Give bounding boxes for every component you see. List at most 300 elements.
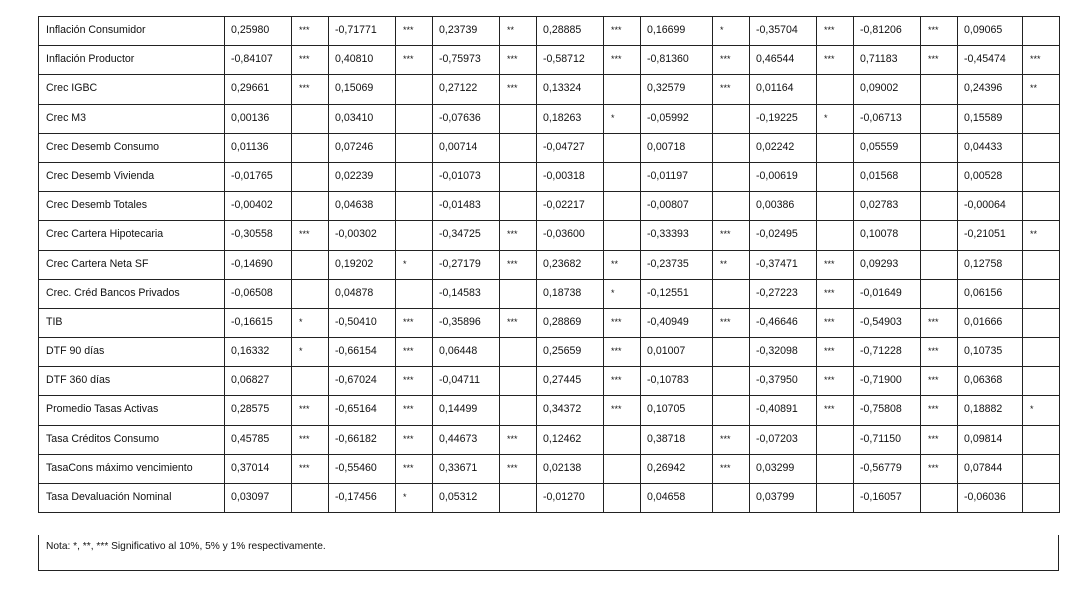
coefficient-cell: 0,09065 bbox=[958, 17, 1023, 46]
significance-cell bbox=[604, 133, 641, 162]
significance-cell: ** bbox=[500, 17, 537, 46]
coefficient-cell: 0,13324 bbox=[537, 75, 604, 104]
significance-cell: *** bbox=[817, 46, 854, 75]
significance-cell bbox=[1023, 17, 1060, 46]
significance-cell: ** bbox=[1023, 221, 1060, 250]
row-label: Crec Desemb Consumo bbox=[39, 133, 225, 162]
coefficient-cell: -0,71900 bbox=[854, 367, 921, 396]
coefficient-cell: 0,46544 bbox=[750, 46, 817, 75]
significance-cell: * bbox=[817, 104, 854, 133]
coefficient-cell: -0,14690 bbox=[225, 250, 292, 279]
significance-cell: *** bbox=[817, 250, 854, 279]
coefficient-cell: 0,27445 bbox=[537, 367, 604, 396]
coefficient-cell: 0,12462 bbox=[537, 425, 604, 454]
table-row bbox=[39, 75, 1060, 104]
coefficient-cell: 0,38718 bbox=[641, 425, 713, 454]
significance-cell bbox=[292, 162, 329, 191]
significance-cell: * bbox=[396, 250, 433, 279]
coefficient-cell: 0,10078 bbox=[854, 221, 921, 250]
significance-cell: *** bbox=[292, 17, 329, 46]
significance-cell bbox=[921, 279, 958, 308]
significance-cell: * bbox=[292, 308, 329, 337]
significance-cell bbox=[1023, 425, 1060, 454]
significance-cell bbox=[713, 338, 750, 367]
coefficient-cell: 0,18882 bbox=[958, 396, 1023, 425]
significance-cell bbox=[817, 192, 854, 221]
table-row bbox=[39, 104, 1060, 133]
significance-cell: ** bbox=[713, 250, 750, 279]
significance-cell bbox=[500, 484, 537, 513]
coefficient-cell: 0,00528 bbox=[958, 162, 1023, 191]
coefficient-cell: -0,33393 bbox=[641, 221, 713, 250]
table-row bbox=[39, 454, 1060, 483]
coefficient-cell: -0,35704 bbox=[750, 17, 817, 46]
coefficient-cell: 0,12758 bbox=[958, 250, 1023, 279]
significance-cell: *** bbox=[713, 75, 750, 104]
row-label: Inflación Consumidor bbox=[39, 17, 225, 46]
significance-cell: *** bbox=[713, 425, 750, 454]
table-row bbox=[39, 46, 1060, 75]
coefficient-cell: 0,27122 bbox=[433, 75, 500, 104]
table-row bbox=[39, 396, 1060, 425]
coefficient-cell: -0,71150 bbox=[854, 425, 921, 454]
coefficient-cell: -0,12551 bbox=[641, 279, 713, 308]
significance-cell bbox=[604, 162, 641, 191]
significance-cell: *** bbox=[713, 46, 750, 75]
coefficient-cell: -0,01197 bbox=[641, 162, 713, 191]
coefficient-cell: 0,04658 bbox=[641, 484, 713, 513]
coefficient-cell: 0,23682 bbox=[537, 250, 604, 279]
coefficient-cell: 0,03410 bbox=[329, 104, 396, 133]
significance-cell bbox=[921, 484, 958, 513]
coefficient-cell: 0,09293 bbox=[854, 250, 921, 279]
coefficient-cell: -0,75808 bbox=[854, 396, 921, 425]
coefficient-cell: -0,40949 bbox=[641, 308, 713, 337]
coefficient-cell: 0,25980 bbox=[225, 17, 292, 46]
coefficient-cell: -0,03600 bbox=[537, 221, 604, 250]
significance-cell bbox=[713, 367, 750, 396]
coefficient-cell: 0,16699 bbox=[641, 17, 713, 46]
significance-cell: *** bbox=[396, 338, 433, 367]
significance-cell bbox=[1023, 250, 1060, 279]
coefficient-cell: 0,00136 bbox=[225, 104, 292, 133]
coefficient-cell: 0,15069 bbox=[329, 75, 396, 104]
coefficient-cell: -0,71771 bbox=[329, 17, 396, 46]
significance-cell: *** bbox=[817, 308, 854, 337]
significance-cell bbox=[396, 162, 433, 191]
significance-cell: *** bbox=[292, 221, 329, 250]
significance-cell: *** bbox=[292, 454, 329, 483]
significance-cell: ** bbox=[1023, 75, 1060, 104]
coefficient-cell: -0,06036 bbox=[958, 484, 1023, 513]
coefficient-cell: 0,00714 bbox=[433, 133, 500, 162]
coefficient-cell: -0,06508 bbox=[225, 279, 292, 308]
row-label: DTF 90 días bbox=[39, 338, 225, 367]
significance-cell: *** bbox=[500, 250, 537, 279]
table-row bbox=[39, 17, 1060, 46]
significance-cell: *** bbox=[921, 46, 958, 75]
significance-cell bbox=[500, 396, 537, 425]
coefficient-cell: -0,58712 bbox=[537, 46, 604, 75]
significance-cell: *** bbox=[604, 396, 641, 425]
significance-cell: *** bbox=[817, 338, 854, 367]
coefficient-cell: 0,03799 bbox=[750, 484, 817, 513]
coefficient-cell: 0,05312 bbox=[433, 484, 500, 513]
significance-cell: *** bbox=[921, 425, 958, 454]
significance-cell: *** bbox=[817, 367, 854, 396]
significance-cell: *** bbox=[817, 279, 854, 308]
significance-cell: *** bbox=[500, 454, 537, 483]
coefficient-cell: -0,10783 bbox=[641, 367, 713, 396]
significance-cell bbox=[292, 104, 329, 133]
coefficient-cell: -0,66182 bbox=[329, 425, 396, 454]
coefficient-cell: -0,81360 bbox=[641, 46, 713, 75]
significance-cell: *** bbox=[396, 367, 433, 396]
significance-cell bbox=[604, 75, 641, 104]
coefficient-cell: -0,17456 bbox=[329, 484, 396, 513]
coefficient-cell: 0,02783 bbox=[854, 192, 921, 221]
significance-cell bbox=[1023, 338, 1060, 367]
coefficient-cell: 0,01568 bbox=[854, 162, 921, 191]
coefficient-cell: 0,23739 bbox=[433, 17, 500, 46]
significance-cell: *** bbox=[396, 17, 433, 46]
row-label: TasaCons máximo vencimiento bbox=[39, 454, 225, 483]
coefficient-cell: 0,06448 bbox=[433, 338, 500, 367]
coefficient-cell: 0,03299 bbox=[750, 454, 817, 483]
significance-cell: *** bbox=[292, 396, 329, 425]
significance-cell: *** bbox=[396, 46, 433, 75]
table-row bbox=[39, 192, 1060, 221]
coefficient-cell: 0,06156 bbox=[958, 279, 1023, 308]
coefficient-cell: 0,44673 bbox=[433, 425, 500, 454]
coefficient-cell: -0,75973 bbox=[433, 46, 500, 75]
coefficient-cell: 0,04433 bbox=[958, 133, 1023, 162]
coefficient-cell: -0,00807 bbox=[641, 192, 713, 221]
table-row bbox=[39, 221, 1060, 250]
coefficient-cell: -0,54903 bbox=[854, 308, 921, 337]
coefficient-cell: 0,28575 bbox=[225, 396, 292, 425]
significance-cell: * bbox=[604, 279, 641, 308]
coefficient-cell: -0,45474 bbox=[958, 46, 1023, 75]
coefficient-cell: 0,16332 bbox=[225, 338, 292, 367]
coefficient-cell: -0,65164 bbox=[329, 396, 396, 425]
coefficient-cell: -0,56779 bbox=[854, 454, 921, 483]
coefficient-cell: -0,01649 bbox=[854, 279, 921, 308]
significance-cell: *** bbox=[604, 17, 641, 46]
coefficient-cell: 0,07844 bbox=[958, 454, 1023, 483]
significance-cell bbox=[921, 250, 958, 279]
significance-cell bbox=[500, 192, 537, 221]
coefficient-cell: 0,18738 bbox=[537, 279, 604, 308]
significance-cell: *** bbox=[500, 425, 537, 454]
significance-cell bbox=[604, 425, 641, 454]
significance-cell bbox=[921, 221, 958, 250]
significance-cell bbox=[396, 192, 433, 221]
coefficient-cell: 0,09002 bbox=[854, 75, 921, 104]
coefficient-cell: 0,07246 bbox=[329, 133, 396, 162]
coefficient-cell: 0,04878 bbox=[329, 279, 396, 308]
significance-cell bbox=[713, 162, 750, 191]
significance-cell: *** bbox=[921, 338, 958, 367]
row-label: Promedio Tasas Activas bbox=[39, 396, 225, 425]
coefficient-cell: -0,27223 bbox=[750, 279, 817, 308]
significance-cell: *** bbox=[292, 46, 329, 75]
significance-cell bbox=[713, 396, 750, 425]
coefficient-cell: -0,32098 bbox=[750, 338, 817, 367]
coefficient-cell: 0,26942 bbox=[641, 454, 713, 483]
row-label: Tasa Devaluación Nominal bbox=[39, 484, 225, 513]
coefficient-cell: 0,15589 bbox=[958, 104, 1023, 133]
coefficient-cell: 0,00386 bbox=[750, 192, 817, 221]
coefficient-cell: -0,04727 bbox=[537, 133, 604, 162]
coefficient-cell: 0,05559 bbox=[854, 133, 921, 162]
coefficient-cell: -0,04711 bbox=[433, 367, 500, 396]
significance-cell: *** bbox=[713, 308, 750, 337]
coefficient-cell: -0,30558 bbox=[225, 221, 292, 250]
coefficient-cell: 0,00718 bbox=[641, 133, 713, 162]
significance-cell bbox=[817, 484, 854, 513]
row-label: Crec IGBC bbox=[39, 75, 225, 104]
coefficient-cell: -0,01270 bbox=[537, 484, 604, 513]
significance-cell bbox=[500, 338, 537, 367]
coefficient-cell: -0,07636 bbox=[433, 104, 500, 133]
coefficient-cell: -0,00302 bbox=[329, 221, 396, 250]
coefficient-cell: 0,01164 bbox=[750, 75, 817, 104]
coefficient-cell: -0,37950 bbox=[750, 367, 817, 396]
coefficient-cell: -0,23735 bbox=[641, 250, 713, 279]
significance-cell: *** bbox=[921, 308, 958, 337]
significance-cell bbox=[500, 367, 537, 396]
coefficient-cell: -0,14583 bbox=[433, 279, 500, 308]
significance-cell: *** bbox=[396, 425, 433, 454]
significance-cell: *** bbox=[604, 338, 641, 367]
significance-cell bbox=[500, 162, 537, 191]
coefficient-cell: -0,34725 bbox=[433, 221, 500, 250]
coefficient-cell: 0,32579 bbox=[641, 75, 713, 104]
table-row bbox=[39, 484, 1060, 513]
coefficient-cell: 0,18263 bbox=[537, 104, 604, 133]
significance-cell: *** bbox=[921, 17, 958, 46]
coefficient-cell: 0,01136 bbox=[225, 133, 292, 162]
coefficient-cell: 0,01007 bbox=[641, 338, 713, 367]
row-label: DTF 360 días bbox=[39, 367, 225, 396]
coefficient-cell: 0,09814 bbox=[958, 425, 1023, 454]
significance-cell bbox=[292, 279, 329, 308]
table-row bbox=[39, 250, 1060, 279]
significance-cell: *** bbox=[817, 17, 854, 46]
significance-cell bbox=[1023, 192, 1060, 221]
table-row bbox=[39, 308, 1060, 337]
significance-cell bbox=[396, 133, 433, 162]
row-label: Crec. Créd Bancos Privados bbox=[39, 279, 225, 308]
coefficient-cell: 0,06368 bbox=[958, 367, 1023, 396]
significance-cell bbox=[1023, 133, 1060, 162]
coefficient-cell: -0,01765 bbox=[225, 162, 292, 191]
significance-cell: * bbox=[396, 484, 433, 513]
significance-cell: *** bbox=[292, 425, 329, 454]
significance-cell bbox=[921, 162, 958, 191]
coefficient-cell: 0,04638 bbox=[329, 192, 396, 221]
coefficient-cell: 0,19202 bbox=[329, 250, 396, 279]
coefficient-cell: 0,34372 bbox=[537, 396, 604, 425]
significance-cell bbox=[396, 104, 433, 133]
significance-cell bbox=[817, 133, 854, 162]
significance-cell bbox=[292, 367, 329, 396]
significance-cell bbox=[292, 484, 329, 513]
row-label: Crec Cartera Hipotecaria bbox=[39, 221, 225, 250]
significance-cell: ** bbox=[604, 250, 641, 279]
table-row bbox=[39, 367, 1060, 396]
coefficient-cell: 0,03097 bbox=[225, 484, 292, 513]
significance-cell: *** bbox=[604, 367, 641, 396]
significance-cell bbox=[817, 75, 854, 104]
significance-cell: *** bbox=[500, 221, 537, 250]
coefficient-cell: -0,40891 bbox=[750, 396, 817, 425]
table-row bbox=[39, 162, 1060, 191]
row-label: Crec Desemb Totales bbox=[39, 192, 225, 221]
coefficient-cell: 0,02239 bbox=[329, 162, 396, 191]
table-row bbox=[39, 338, 1060, 367]
significance-cell: * bbox=[604, 104, 641, 133]
coefficient-cell: 0,45785 bbox=[225, 425, 292, 454]
coefficient-cell: -0,71228 bbox=[854, 338, 921, 367]
coefficient-cell: -0,84107 bbox=[225, 46, 292, 75]
significance-cell bbox=[1023, 162, 1060, 191]
significance-cell bbox=[1023, 367, 1060, 396]
coefficient-cell: -0,55460 bbox=[329, 454, 396, 483]
significance-cell: *** bbox=[921, 367, 958, 396]
coefficient-cell: -0,05992 bbox=[641, 104, 713, 133]
coefficient-cell: 0,06827 bbox=[225, 367, 292, 396]
significance-cell bbox=[1023, 104, 1060, 133]
significance-cell bbox=[1023, 308, 1060, 337]
coefficient-cell: -0,00402 bbox=[225, 192, 292, 221]
significance-cell bbox=[713, 133, 750, 162]
coefficient-cell: -0,02217 bbox=[537, 192, 604, 221]
significance-cell bbox=[604, 192, 641, 221]
significance-cell bbox=[292, 250, 329, 279]
coefficient-cell: -0,35896 bbox=[433, 308, 500, 337]
coefficient-cell: -0,67024 bbox=[329, 367, 396, 396]
significance-cell bbox=[921, 104, 958, 133]
coefficient-cell: -0,50410 bbox=[329, 308, 396, 337]
significance-cell bbox=[1023, 484, 1060, 513]
row-label: Inflación Productor bbox=[39, 46, 225, 75]
row-label: Crec Cartera Neta SF bbox=[39, 250, 225, 279]
coefficient-cell: -0,16615 bbox=[225, 308, 292, 337]
significance-cell: *** bbox=[396, 454, 433, 483]
significance-cell bbox=[604, 221, 641, 250]
coefficient-cell: -0,00064 bbox=[958, 192, 1023, 221]
significance-cell bbox=[604, 484, 641, 513]
significance-cell bbox=[713, 104, 750, 133]
coefficient-cell: -0,07203 bbox=[750, 425, 817, 454]
coefficient-cell: -0,46646 bbox=[750, 308, 817, 337]
coefficient-cell: 0,01666 bbox=[958, 308, 1023, 337]
coefficient-cell: -0,00318 bbox=[537, 162, 604, 191]
row-label: Crec Desemb Vivienda bbox=[39, 162, 225, 191]
significance-cell bbox=[817, 454, 854, 483]
table-row bbox=[39, 425, 1060, 454]
table-row bbox=[39, 133, 1060, 162]
significance-cell: *** bbox=[604, 308, 641, 337]
significance-cell: *** bbox=[817, 396, 854, 425]
significance-cell: *** bbox=[500, 75, 537, 104]
coefficient-cell: 0,02138 bbox=[537, 454, 604, 483]
coefficient-cell: 0,71183 bbox=[854, 46, 921, 75]
coefficient-cell: 0,28869 bbox=[537, 308, 604, 337]
significance-cell: *** bbox=[396, 396, 433, 425]
coefficient-cell: 0,02242 bbox=[750, 133, 817, 162]
coefficient-cell: 0,29661 bbox=[225, 75, 292, 104]
significance-cell bbox=[817, 162, 854, 191]
significance-cell: * bbox=[713, 17, 750, 46]
significance-cell: *** bbox=[500, 46, 537, 75]
significance-cell bbox=[921, 75, 958, 104]
coefficient-cell: 0,10735 bbox=[958, 338, 1023, 367]
coefficient-cell: 0,40810 bbox=[329, 46, 396, 75]
coefficient-cell: -0,06713 bbox=[854, 104, 921, 133]
row-label: Tasa Créditos Consumo bbox=[39, 425, 225, 454]
table-row bbox=[39, 279, 1060, 308]
coefficient-cell: 0,28885 bbox=[537, 17, 604, 46]
significance-cell bbox=[817, 425, 854, 454]
coefficient-cell: 0,33671 bbox=[433, 454, 500, 483]
significance-cell bbox=[1023, 454, 1060, 483]
significance-cell bbox=[500, 104, 537, 133]
coefficient-cell: 0,25659 bbox=[537, 338, 604, 367]
significance-cell bbox=[604, 454, 641, 483]
significance-cell bbox=[713, 279, 750, 308]
row-label: Crec M3 bbox=[39, 104, 225, 133]
coefficient-cell: -0,00619 bbox=[750, 162, 817, 191]
coefficient-cell: -0,01483 bbox=[433, 192, 500, 221]
significance-cell bbox=[713, 192, 750, 221]
coefficient-cell: 0,14499 bbox=[433, 396, 500, 425]
significance-cell: *** bbox=[921, 396, 958, 425]
coefficient-cell: -0,27179 bbox=[433, 250, 500, 279]
significance-cell: *** bbox=[604, 46, 641, 75]
coefficient-cell: -0,02495 bbox=[750, 221, 817, 250]
significance-cell bbox=[396, 75, 433, 104]
row-label: TIB bbox=[39, 308, 225, 337]
correlation-table bbox=[38, 16, 1060, 513]
significance-cell: *** bbox=[500, 308, 537, 337]
significance-cell bbox=[500, 133, 537, 162]
significance-cell bbox=[817, 221, 854, 250]
significance-cell: *** bbox=[713, 454, 750, 483]
significance-cell bbox=[1023, 279, 1060, 308]
significance-cell bbox=[921, 133, 958, 162]
coefficient-cell: -0,66154 bbox=[329, 338, 396, 367]
significance-cell bbox=[396, 279, 433, 308]
coefficient-cell: 0,10705 bbox=[641, 396, 713, 425]
coefficient-cell: -0,16057 bbox=[854, 484, 921, 513]
significance-cell: *** bbox=[292, 75, 329, 104]
significance-cell: *** bbox=[713, 221, 750, 250]
significance-cell: * bbox=[292, 338, 329, 367]
coefficient-cell: 0,24396 bbox=[958, 75, 1023, 104]
coefficient-cell: -0,01073 bbox=[433, 162, 500, 191]
significance-cell bbox=[292, 192, 329, 221]
coefficient-cell: -0,21051 bbox=[958, 221, 1023, 250]
significance-cell bbox=[396, 221, 433, 250]
significance-cell: *** bbox=[1023, 46, 1060, 75]
significance-cell bbox=[500, 279, 537, 308]
significance-cell bbox=[292, 133, 329, 162]
significance-cell: * bbox=[1023, 396, 1060, 425]
significance-cell bbox=[921, 192, 958, 221]
